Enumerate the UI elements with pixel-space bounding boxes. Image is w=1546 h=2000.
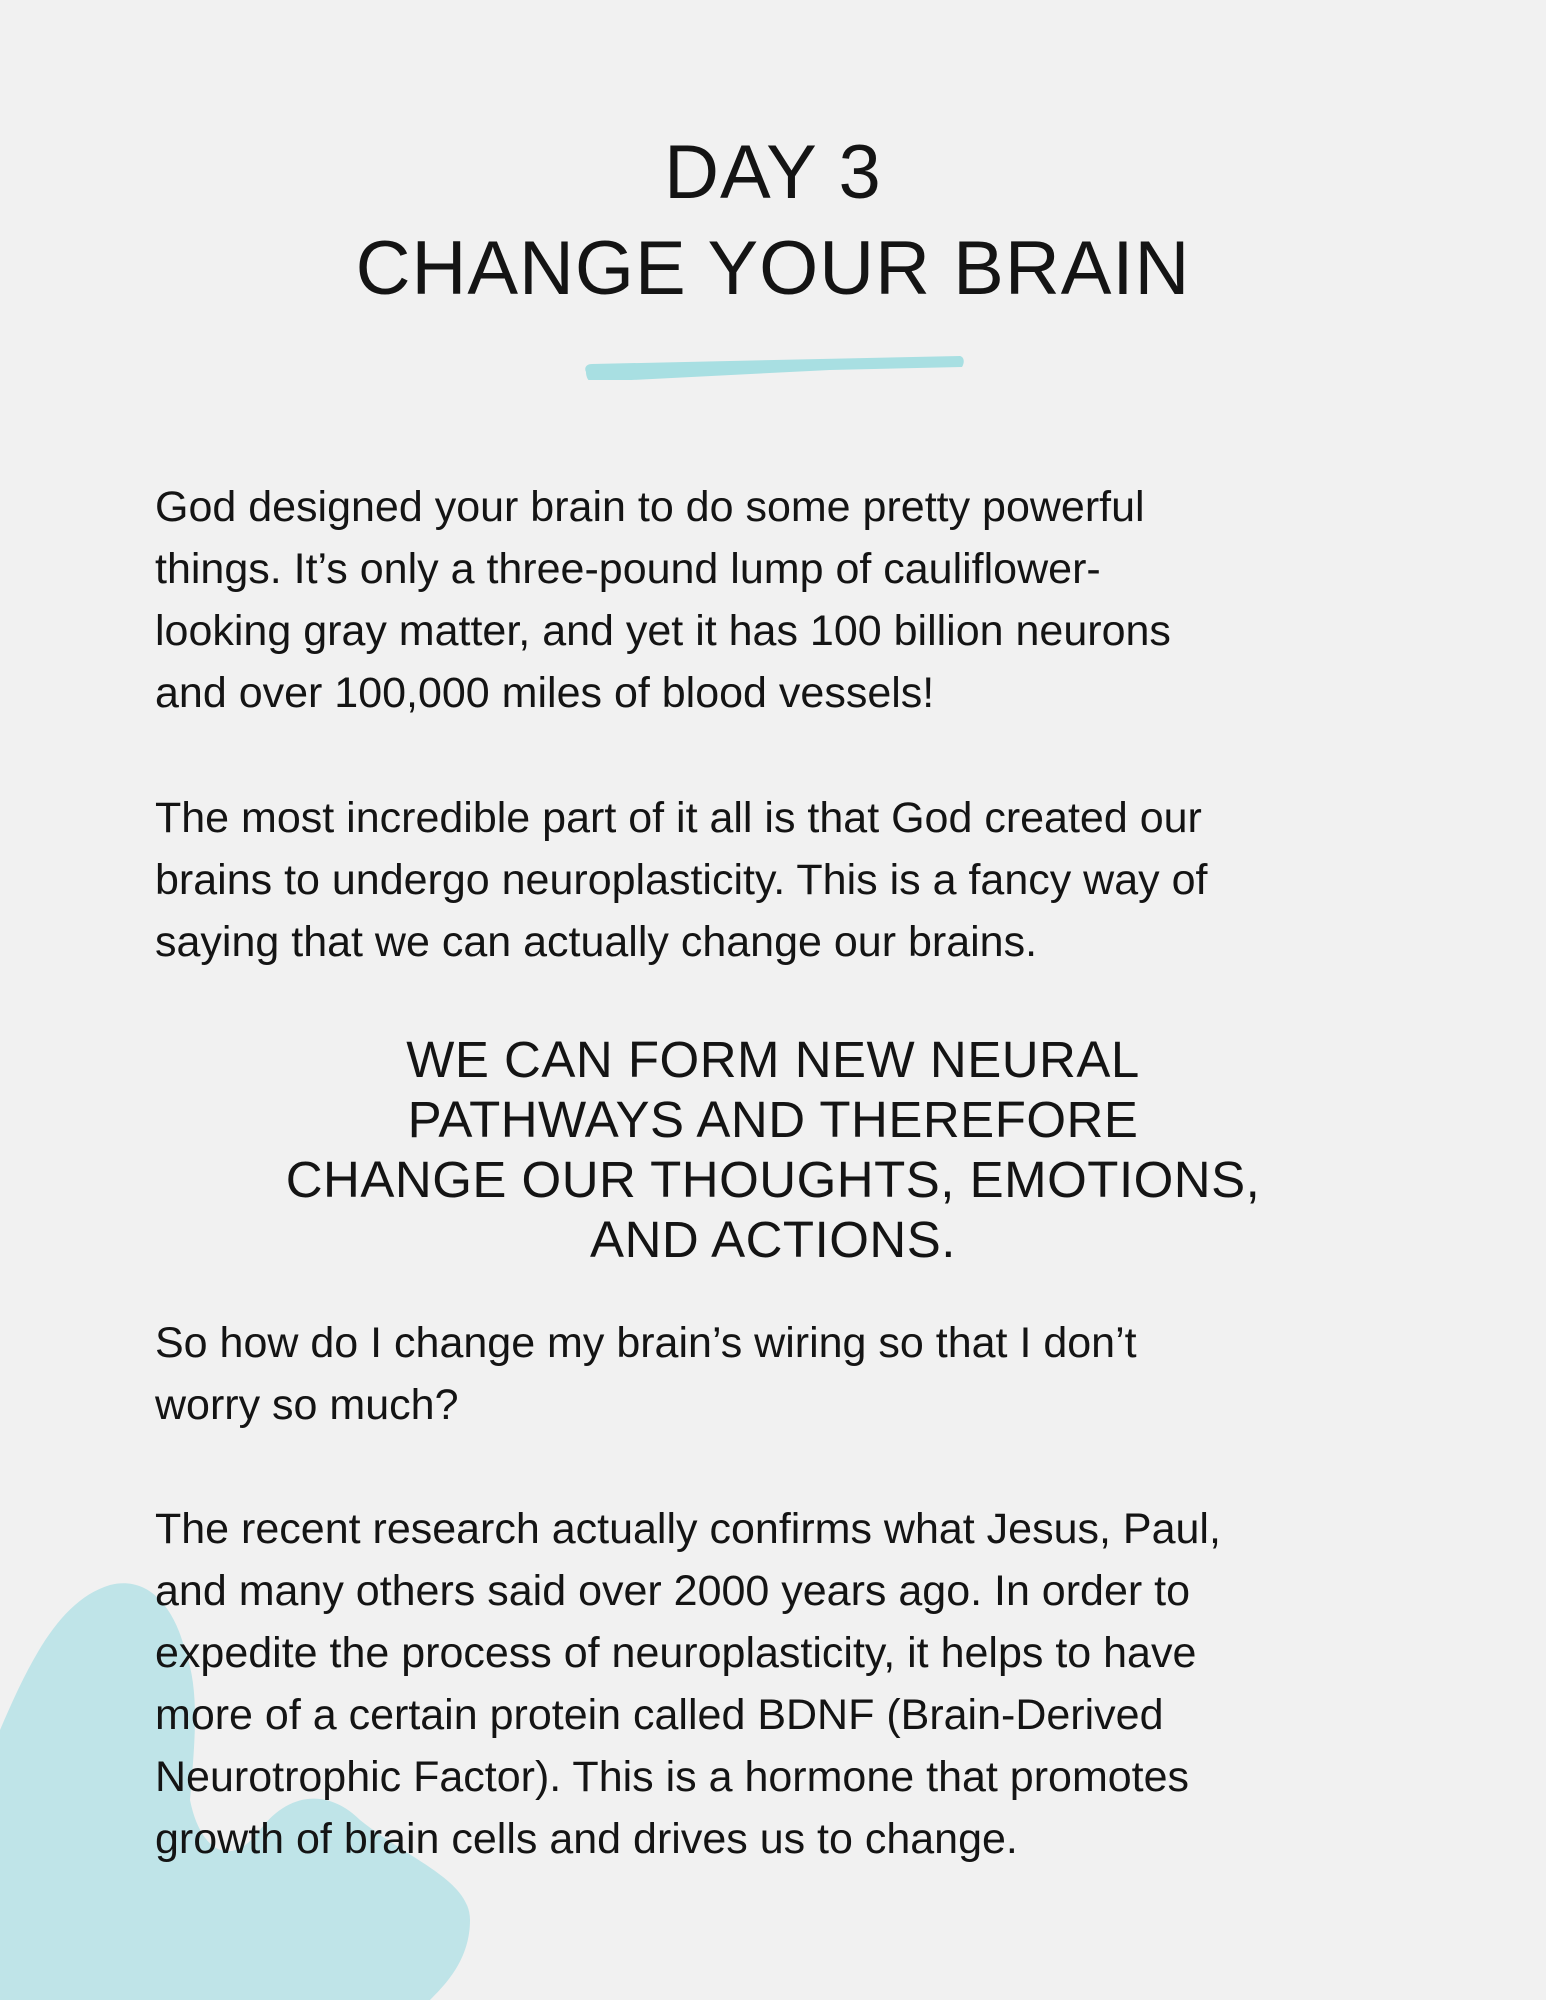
question-paragraph: So how do I change my brain’s wiring so that I don’t worry so much? (155, 1319, 1137, 1429)
title-day: DAY 3 (664, 130, 882, 215)
title-underline-stroke (580, 352, 965, 380)
title-heading: CHANGE YOUR BRAIN (355, 226, 1191, 311)
page-title (0, 125, 1546, 317)
neuroplasticity-paragraph: The most incredible part of it all is that God created our brains to undergo neuroplasticity. This is a fancy way of saying that we can actually change our brains. (155, 794, 1208, 966)
intro-paragraph: God designed your brain to do some pretty powerful things. It’s only a three-pound lump of cauliflower- looking gray matter, and yet it has 100 billion neurons and over 100,000 miles of blood vessels! (155, 483, 1171, 717)
research-paragraph: The recent research actually confirms what Jesus, Paul, and many others said over 2000 years ago. In order to expedite the process of neuroplasticity, it helps to have more of a certain protein called BDNF (Brain-Derived Neurotrophic Factor). This is a hormone that promotes growth of brain cells and drives us to change. (155, 1505, 1221, 1863)
callout-quote: WE CAN FORM NEW NEURAL PATHWAYS AND THEREFORE CHANGE OUR THOUGHTS, EMOTIONS, AND ACTIONS. (285, 1031, 1261, 1268)
